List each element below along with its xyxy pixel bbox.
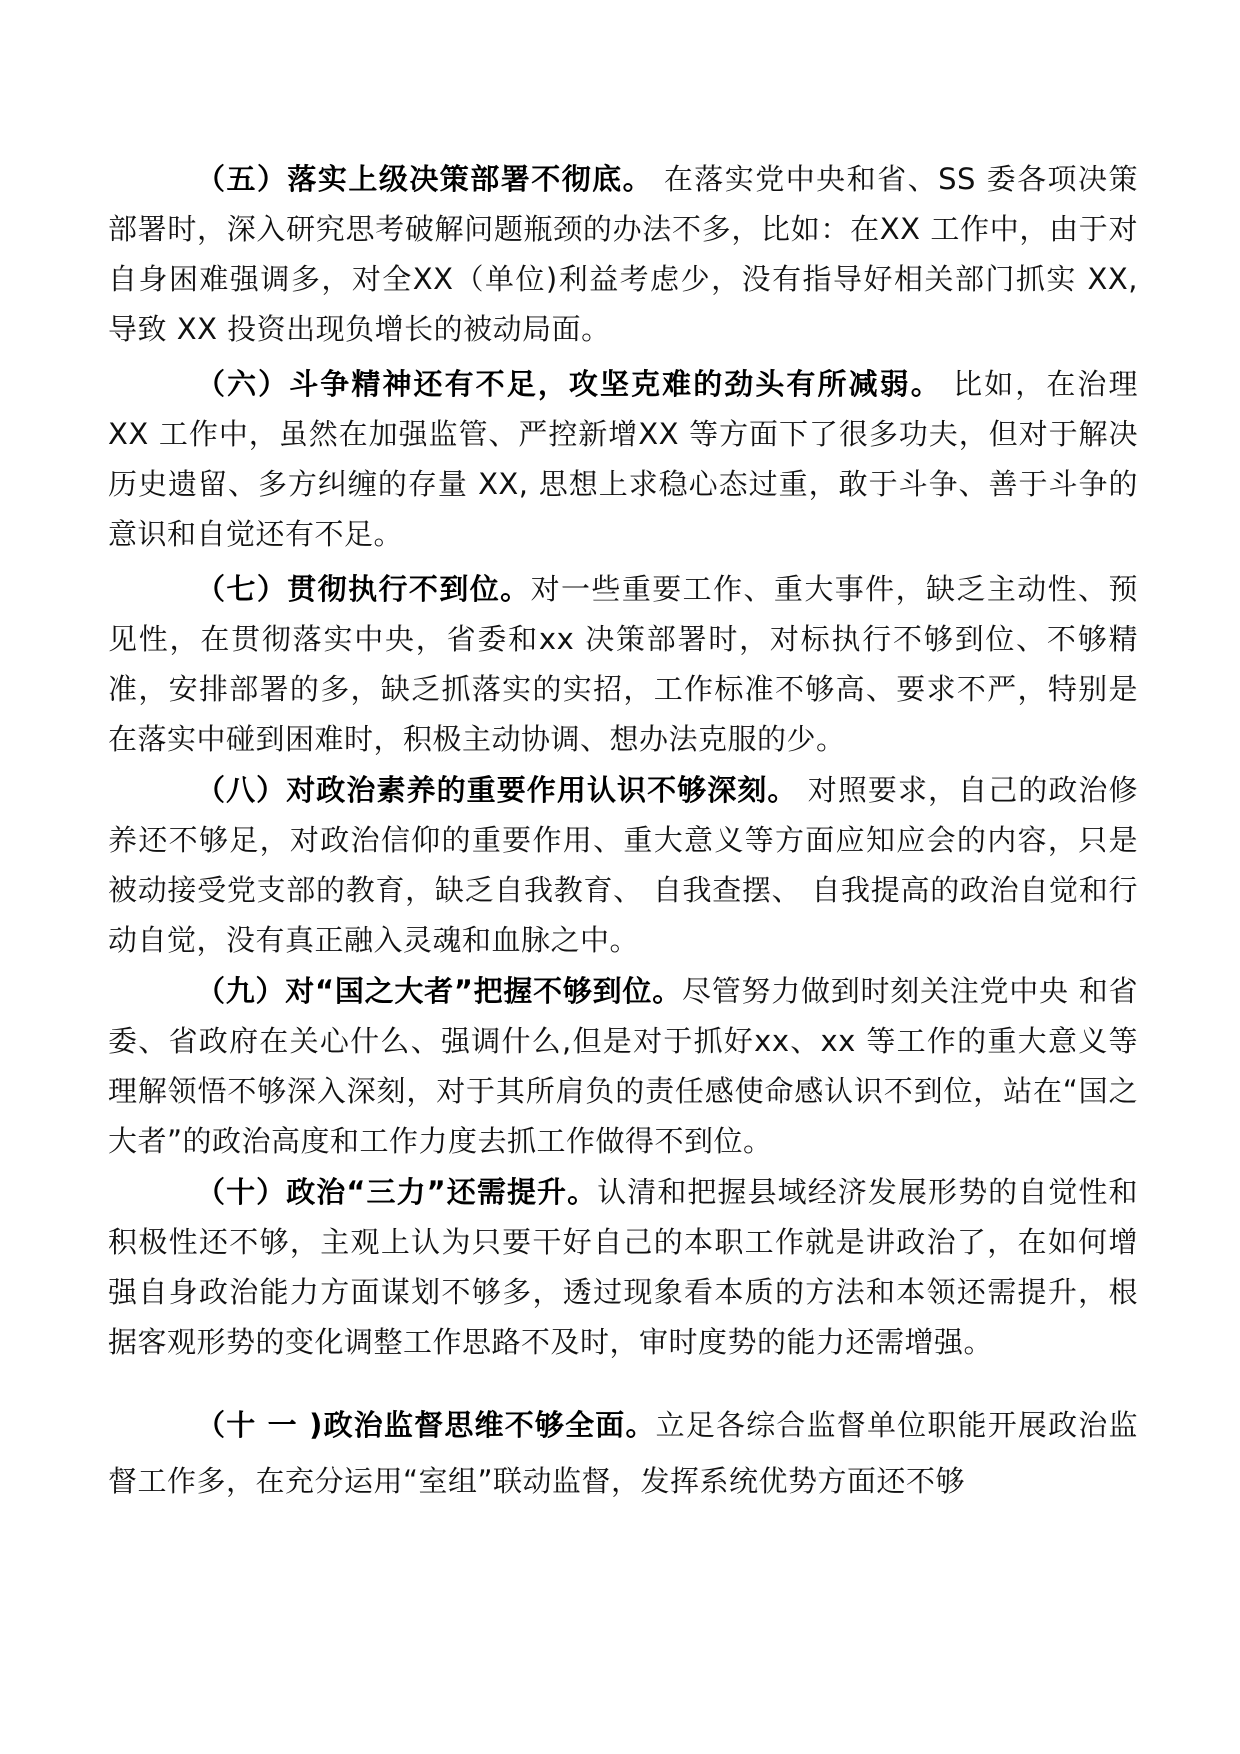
paragraph-heading: （十 一 )政治监督思维不够全面。 — [196, 1408, 656, 1442]
paragraph-heading: （十）政治“三力”还需提升。 — [196, 1175, 598, 1209]
paragraph-heading: （七）贯彻执行不到位。 — [196, 572, 531, 606]
paragraph-body: 尽管努力做到时刻关注党中央 和省委、省政府在关心什么、强调什么,但是对于抓好xx、xx 等工作的重大意义等理解领悟不够深入深刻，对于其所肩负的责任感使命感认识不到位，站在“国之大者”的政治高度和工作力度去抓工作做得不到位。 — [108, 974, 1138, 1158]
paragraph-5 — [108, 154, 1138, 354]
paragraph-heading: （九）对“国之大者”把握不够到位。 — [196, 974, 682, 1008]
paragraph-heading: （八）对政治素养的重要作用认识不够深刻。 — [196, 773, 798, 807]
paragraph-11 — [108, 1397, 1138, 1509]
paragraph-body: 认清和把握县域经济发展形势的自觉性和积极性还不够，主观上认为只要干好自己的本职工作就是讲政治了，在如何增强自身政治能力方面谋划不够多，透过现象看本质的方法和本领还需提升，根据客观形势的变化调整工作思路不及时，审时度势的能力还需增强。 — [108, 1175, 1138, 1359]
paragraph-body: 比如，在治理 XX 工作中，虽然在加强监管、严控新增XX 等方面下了很多功夫，但对于解决历史遗留、多方纠缠的存量 XX, 思想上求稳心态过重，敢于斗争、善于斗争的意识和自觉还有不足。 — [108, 367, 1138, 551]
paragraph-7 — [108, 564, 1138, 764]
paragraph-heading: （六）斗争精神还有不足，攻坚克难的劲头有所减弱。 — [196, 367, 942, 401]
paragraph-10 — [108, 1167, 1138, 1367]
paragraph-6 — [108, 359, 1138, 559]
paragraph-9 — [108, 966, 1138, 1166]
paragraph-body: 对照要求，自己的政治修养还不够足，对政治信仰的重要作用、重大意义等方面应知应会的内容，只是被动接受党支部的教育，缺乏自我教育、 自我查摆、 自我提高的政治自觉和行动自觉，没有真正融入灵魂和血脉之中。 — [108, 773, 1138, 957]
paragraph-body: 在落实党中央和省、SS 委各项决策部署时，深入研究思考破解问题瓶颈的办法不多，比如：在XX 工作中，由于对自身困难强调多，对全XX（单位)利益考虑少，没有指导好相关部门抓实 XX, 导致 XX 投资出现负增长的被动局面。 — [108, 162, 1138, 346]
paragraph-8 — [108, 765, 1138, 965]
paragraph-body: 对一些重要工作、重大事件，缺乏主动性、预见性，在贯彻落实中央，省委和xx 决策部署时，对标执行不够到位、不够精准，安排部署的多，缺乏抓落实的实招，工作标准不够高、要求不严，特别是在落实中碰到困难时，积极主动协调、想办法克服的少。 — [108, 572, 1138, 756]
paragraph-heading: （五）落实上级决策部署不彻底。 — [196, 162, 654, 196]
paragraph-body: 立足各综合监督单位职能开展政治监督工作多，在充分运用“室组”联动监督，发挥系统优势方面还不够 — [108, 1408, 1138, 1498]
